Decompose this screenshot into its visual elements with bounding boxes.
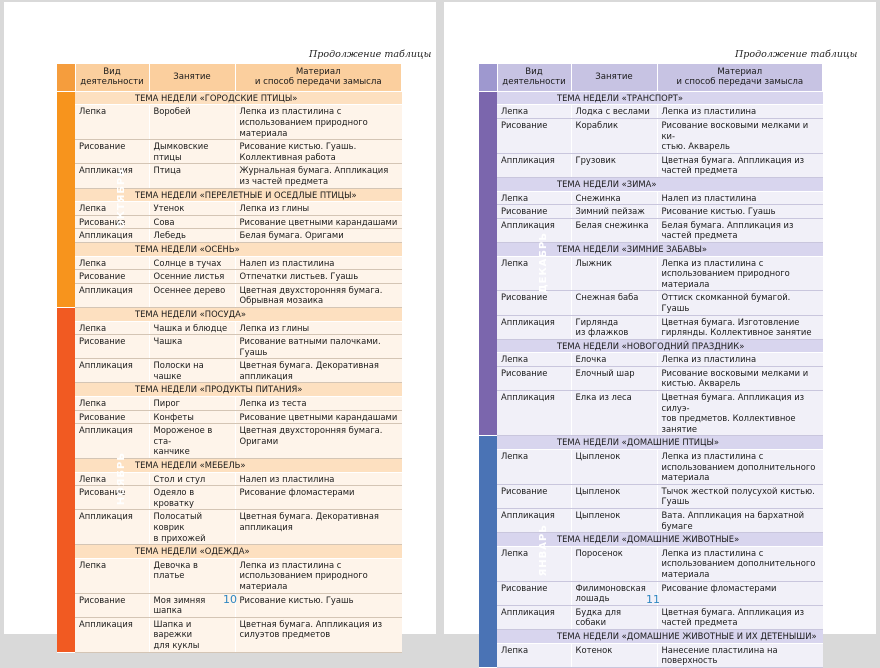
week-theme-row: [57, 545, 402, 559]
week-theme: ТЕМА НЕДЕЛИ «ЗИМНИЕ ЗАБАВЫ»: [497, 242, 823, 256]
lesson-name: Цыпленок: [571, 450, 657, 485]
table-row: [479, 191, 823, 205]
table-row: [57, 410, 402, 424]
material-method: Цветная бумага. Аппликация из частей предмета: [657, 153, 823, 177]
table-row: [57, 424, 402, 459]
activity-type: Рисование: [75, 593, 149, 617]
week-theme-row: [479, 339, 823, 353]
activity-type: Аппликация: [75, 164, 149, 188]
table-row: [479, 315, 823, 339]
activity-type: Аппликация: [75, 359, 149, 383]
activity-type: Рисование: [497, 581, 571, 605]
week-theme-row: [479, 629, 823, 643]
lesson-name: Полоски на чашке: [149, 359, 235, 383]
table-row: [57, 283, 402, 307]
activity-type: Лепка: [75, 558, 149, 593]
table-row: [57, 486, 402, 510]
material-method: Лепка из пластилина с использованием дополнительного материала: [657, 450, 823, 485]
lesson-name: Шапка и варежки для куклы: [149, 617, 235, 652]
week-theme-row: [57, 91, 402, 105]
month-label: ОКТЯБРЬ: [57, 91, 75, 307]
activity-type: Рисование: [497, 205, 571, 219]
header-activity: Вид деятельности: [75, 64, 149, 91]
activity-type: Лепка: [497, 105, 571, 119]
material-method: Нанесение пластилина на поверхность: [657, 643, 823, 667]
activity-type: Аппликация: [497, 509, 571, 533]
material-method: Цветная бумага. Декоративная аппликация: [235, 359, 402, 383]
material-method: Рисование восковыми мелками и ки- стью. Акварель: [657, 119, 823, 154]
material-method: Рисование кистью. Гуашь. Коллективная работа: [235, 140, 402, 164]
week-theme-row: [57, 242, 402, 256]
table-row: [479, 353, 823, 367]
activity-type: Рисование: [75, 215, 149, 229]
lesson-name: Цыпленок: [571, 509, 657, 533]
activity-type: Рисование: [497, 119, 571, 154]
month-label: ДЕКАБРЬ: [479, 91, 497, 436]
week-theme-row: [479, 436, 823, 450]
lesson-name: Будка для собаки: [571, 605, 657, 629]
activity-type: Аппликация: [497, 391, 571, 436]
lesson-name: Чашка: [149, 335, 235, 359]
week-theme: ТЕМА НЕДЕЛИ «ОДЕЖДА»: [75, 545, 402, 559]
page-number: 11: [646, 593, 660, 606]
continuation-label: Продолжение таблицы: [735, 49, 858, 60]
activity-type: Рисование: [497, 366, 571, 390]
activity-table-right: [479, 64, 823, 668]
lesson-name: Цыпленок: [571, 484, 657, 508]
activity-type: Рисование: [75, 335, 149, 359]
material-method: Налеп из пластилина: [235, 472, 402, 486]
header-corner: [479, 64, 497, 91]
header-activity: Вид деятельности: [497, 64, 571, 91]
material-method: Тычок жесткой полусухой кистью. Гуашь: [657, 484, 823, 508]
activity-type: Аппликация: [75, 510, 149, 545]
activity-type: Лепка: [75, 202, 149, 216]
material-method: Цветная бумага. Аппликация из силуэтов предметов: [235, 617, 402, 652]
table-row: [479, 509, 823, 533]
table-row: [57, 215, 402, 229]
week-theme: ТЕМА НЕДЕЛИ «ПРОДУКТЫ ПИТАНИЯ»: [75, 383, 402, 397]
month-label: ЯНВАРЬ: [479, 436, 497, 667]
table-row: [479, 605, 823, 629]
table-row: [57, 256, 402, 270]
lesson-name: Елочный шар: [571, 366, 657, 390]
week-theme: ТЕМА НЕДЕЛИ «ЗИМА»: [497, 177, 823, 191]
material-method: Лепка из пластилина с использованием природного материала: [657, 256, 823, 291]
week-theme: ТЕМА НЕДЕЛИ «ПЕРЕЛЕТНЫЕ И ОСЕДЛЫЕ ПТИЦЫ»: [75, 188, 402, 202]
activity-type: Рисование: [497, 291, 571, 315]
header-lesson: Занятие: [571, 64, 657, 91]
material-method: Отпечатки листьев. Гуашь: [235, 270, 402, 284]
material-method: Цветная двухсторонняя бумага. Оригами: [235, 424, 402, 459]
week-theme: ТЕМА НЕДЕЛИ «ПОСУДА»: [75, 307, 402, 321]
lesson-name: Грузовик: [571, 153, 657, 177]
lesson-name: Елочка: [571, 353, 657, 367]
table-row: [57, 140, 402, 164]
activity-type: Лепка: [75, 321, 149, 335]
table-row: [479, 643, 823, 667]
lesson-name: Осенние листья: [149, 270, 235, 284]
material-method: Рисование фломастерами: [657, 581, 823, 605]
left-page: [4, 2, 436, 650]
lesson-name: Пирог: [149, 397, 235, 411]
material-method: Рисование восковыми мелками и кистью. Акварель: [657, 366, 823, 390]
material-method: Рисование кистью. Гуашь: [657, 205, 823, 219]
lesson-name: Дымковские птицы: [149, 140, 235, 164]
table-row: [57, 335, 402, 359]
material-method: Лепка из теста: [235, 397, 402, 411]
material-method: Лепка из пластилина с использованием природного материала: [235, 558, 402, 593]
material-method: Оттиск скомканной бумагой. Гуашь: [657, 291, 823, 315]
activity-type: Лепка: [75, 397, 149, 411]
header-corner: [57, 64, 75, 91]
lesson-name: Кораблик: [571, 119, 657, 154]
lesson-name: Стол и стул: [149, 472, 235, 486]
lesson-name: Чашка и блюдце: [149, 321, 235, 335]
table-row: [57, 558, 402, 593]
table-row: [57, 397, 402, 411]
lesson-name: Филимоновская лошадь: [571, 581, 657, 605]
lesson-name: Поросенок: [571, 546, 657, 581]
page-number: 10: [223, 593, 237, 606]
material-method: Цветная двухсторонняя бумага. Обрывная мозаика: [235, 283, 402, 307]
lesson-name: Полосатый коврик в прихожей: [149, 510, 235, 545]
week-theme: ТЕМА НЕДЕЛИ «НОВОГОДНИЙ ПРАЗДНИК»: [497, 339, 823, 353]
lesson-name: Лебедь: [149, 229, 235, 243]
week-theme: ТЕМА НЕДЕЛИ «МЕБЕЛЬ»: [75, 459, 402, 473]
week-theme: ТЕМА НЕДЕЛИ «ДОМАШНИЕ ЖИВОТНЫЕ И ИХ ДЕТЕНЫШИ»: [497, 629, 823, 643]
material-method: Белая бумага. Аппликация из частей предмета: [657, 218, 823, 242]
table-row: [479, 546, 823, 581]
table-row: [57, 164, 402, 188]
material-method: Рисование фломастерами: [235, 486, 402, 510]
activity-type: Лепка: [75, 256, 149, 270]
lesson-name: Снежная баба: [571, 291, 657, 315]
week-theme-row: [479, 91, 823, 105]
table-row: [57, 202, 402, 216]
week-theme-row: [479, 242, 823, 256]
week-theme-row: [57, 188, 402, 202]
material-method: Лепка из пластилина с использованием природного материала: [235, 105, 402, 140]
activity-type: Лепка: [497, 191, 571, 205]
table-row: [479, 391, 823, 436]
week-theme: ТЕМА НЕДЕЛИ «ДОМАШНИЕ ПТИЦЫ»: [497, 436, 823, 450]
material-method: Цветная бумага. Декоративная аппликация: [235, 510, 402, 545]
lesson-name: Утенок: [149, 202, 235, 216]
table-row: [57, 359, 402, 383]
material-method: Лепка из пластилина: [657, 353, 823, 367]
week-theme-row: [57, 459, 402, 473]
lesson-name: Зимний пейзаж: [571, 205, 657, 219]
activity-type: Аппликация: [75, 229, 149, 243]
table-row: [479, 256, 823, 291]
header-lesson: Занятие: [149, 64, 235, 91]
table-row: [479, 291, 823, 315]
material-method: Налеп из пластилина: [235, 256, 402, 270]
material-method: Лепка из глины: [235, 202, 402, 216]
material-method: Белая бумага. Оригами: [235, 229, 402, 243]
week-theme: ТЕМА НЕДЕЛИ «ДОМАШНИЕ ЖИВОТНЫЕ»: [497, 533, 823, 547]
material-method: Рисование цветными карандашами: [235, 410, 402, 424]
lesson-name: Одеяло в кроватку: [149, 486, 235, 510]
week-theme: ТЕМА НЕДЕЛИ «ОСЕНЬ»: [75, 242, 402, 256]
activity-type: Лепка: [497, 643, 571, 667]
table-row: [57, 270, 402, 284]
lesson-name: Воробей: [149, 105, 235, 140]
activity-type: Аппликация: [75, 617, 149, 652]
material-method: Лепка из пластилина: [657, 105, 823, 119]
lesson-name: Девочка в платье: [149, 558, 235, 593]
activity-type: Рисование: [75, 410, 149, 424]
lesson-name: Лодка с веслами: [571, 105, 657, 119]
material-method: Цветная бумага. Аппликация из силуэ- тов предметов. Коллективное занятие: [657, 391, 823, 436]
table-row: [479, 218, 823, 242]
right-page: [444, 2, 876, 666]
activity-type: Лепка: [497, 546, 571, 581]
material-method: Рисование цветными карандашами: [235, 215, 402, 229]
table-row: [57, 510, 402, 545]
lesson-name: Елка из леса: [571, 391, 657, 436]
activity-type: Аппликация: [75, 283, 149, 307]
material-method: Вата. Аппликация на бархатной бумаге: [657, 509, 823, 533]
table-row: [57, 105, 402, 140]
header-material: Материал и способ передачи замысла: [657, 64, 823, 91]
activity-type: Аппликация: [497, 605, 571, 629]
lesson-name: Солнце в тучах: [149, 256, 235, 270]
table-row: [57, 472, 402, 486]
continuation-label: Продолжение таблицы: [309, 49, 432, 60]
table-row: [479, 484, 823, 508]
lesson-name: Осеннее дерево: [149, 283, 235, 307]
activity-type: Рисование: [75, 486, 149, 510]
table-row: [479, 105, 823, 119]
week-theme-row: [479, 177, 823, 191]
lesson-name: Птица: [149, 164, 235, 188]
lesson-name: Мороженое в ста- канчике: [149, 424, 235, 459]
activity-type: Лепка: [75, 105, 149, 140]
activity-type: Лепка: [497, 450, 571, 485]
activity-type: Аппликация: [497, 153, 571, 177]
header-material: Материал и способ передачи замысла: [235, 64, 402, 91]
material-method: Налеп из пластилина: [657, 191, 823, 205]
activity-type: Аппликация: [497, 315, 571, 339]
activity-type: Аппликация: [75, 424, 149, 459]
material-method: Цветная бумага. Изготовление гирлянды. Коллективное занятие: [657, 315, 823, 339]
material-method: Журнальная бумага. Аппликация из частей предмета: [235, 164, 402, 188]
table-row: [57, 321, 402, 335]
material-method: Рисование кистью. Гуашь: [235, 593, 402, 617]
activity-type: Лепка: [75, 472, 149, 486]
lesson-name: Конфеты: [149, 410, 235, 424]
week-theme-row: [479, 533, 823, 547]
activity-type: Лепка: [497, 353, 571, 367]
month-label: НОЯБРЬ: [57, 307, 75, 652]
week-theme: ТЕМА НЕДЕЛИ «ГОРОДСКИЕ ПТИЦЫ»: [75, 91, 402, 105]
lesson-name: Моя зимняя шапка: [149, 593, 235, 617]
activity-type: Рисование: [497, 484, 571, 508]
activity-type: Рисование: [75, 140, 149, 164]
table-row: [479, 366, 823, 390]
activity-type: Лепка: [497, 256, 571, 291]
lesson-name: Лыжник: [571, 256, 657, 291]
lesson-name: Котенок: [571, 643, 657, 667]
table-row: [479, 450, 823, 485]
week-theme-row: [57, 307, 402, 321]
material-method: Лепка из пластилина с использованием дополнительного материала: [657, 546, 823, 581]
activity-type: Рисование: [75, 270, 149, 284]
material-method: Лепка из глины: [235, 321, 402, 335]
material-method: Цветная бумага. Аппликация из частей предмета: [657, 605, 823, 629]
lesson-name: Сова: [149, 215, 235, 229]
table-row: [479, 205, 823, 219]
week-theme-row: [57, 383, 402, 397]
table-row: [479, 119, 823, 154]
lesson-name: Гирлянда из флажков: [571, 315, 657, 339]
week-theme: ТЕМА НЕДЕЛИ «ТРАНСПОРТ»: [497, 91, 823, 105]
material-method: Рисование ватными палочками. Гуашь: [235, 335, 402, 359]
activity-type: Аппликация: [497, 218, 571, 242]
table-row: [57, 617, 402, 652]
lesson-name: Снежинка: [571, 191, 657, 205]
table-row: [479, 153, 823, 177]
lesson-name: Белая снежинка: [571, 218, 657, 242]
table-row: [57, 229, 402, 243]
activity-table-left: [57, 64, 402, 653]
